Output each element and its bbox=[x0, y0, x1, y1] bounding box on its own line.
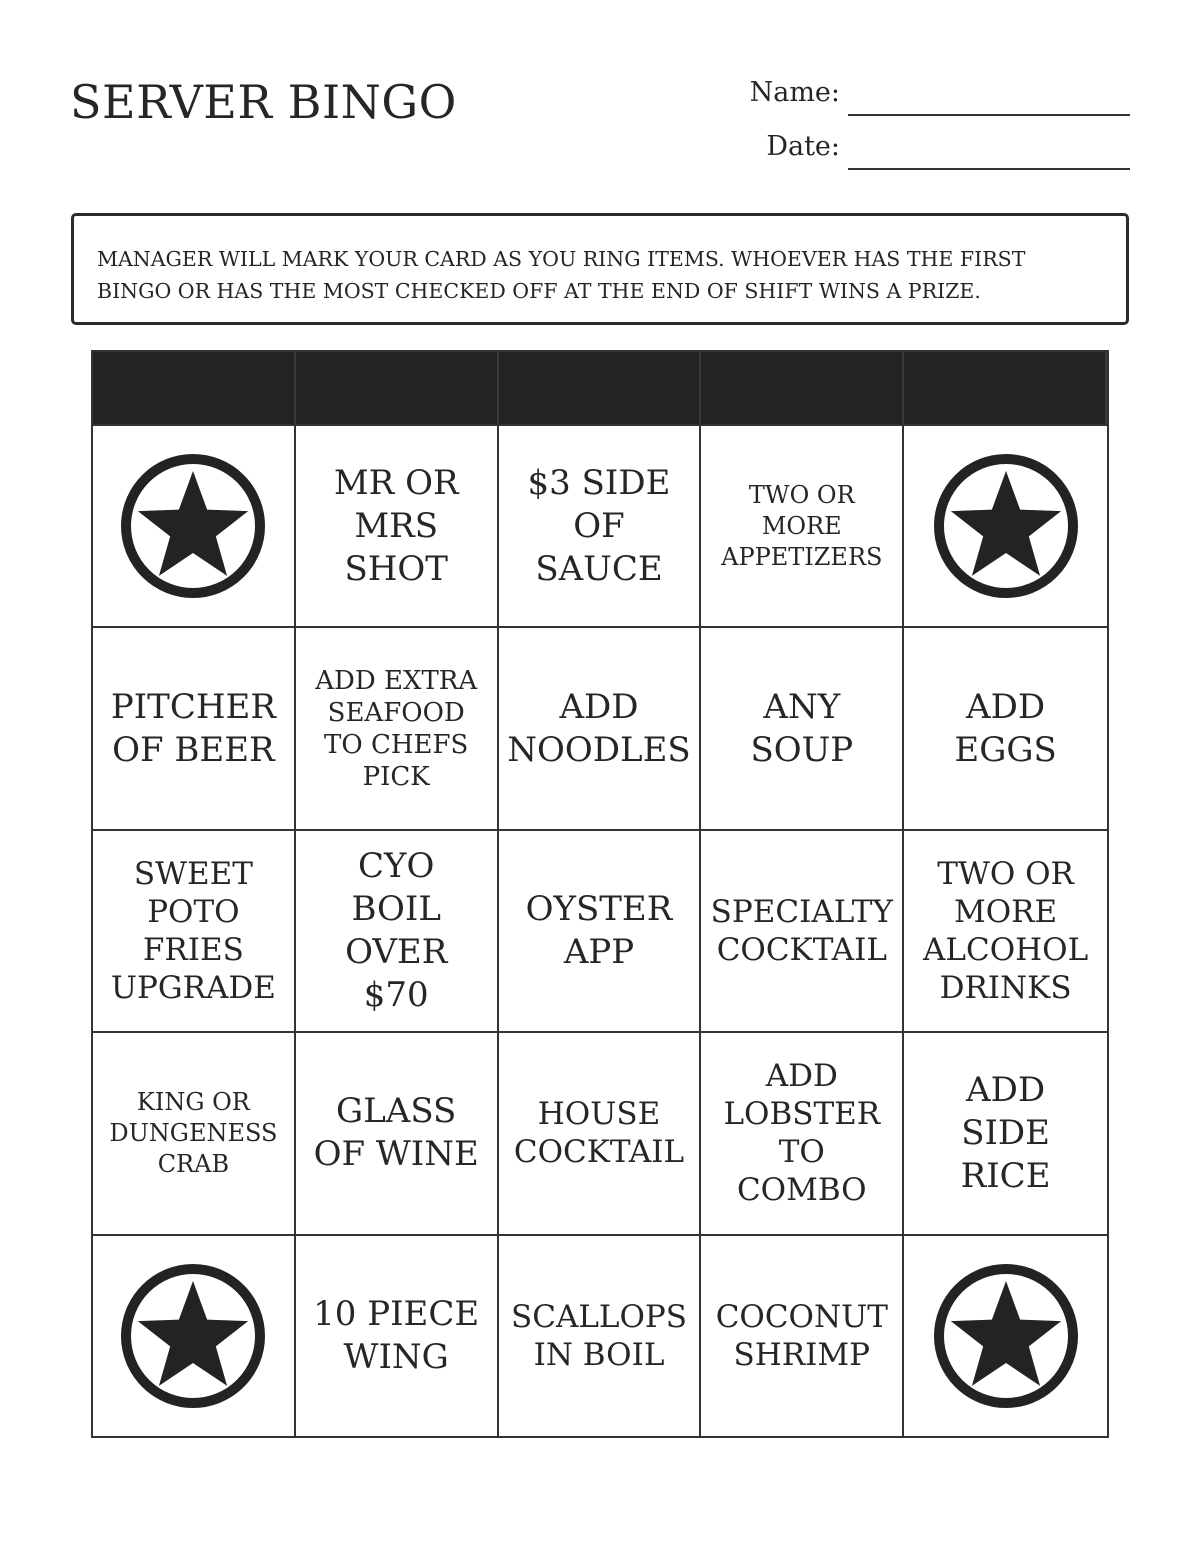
bingo-square-label: COCONUT SHRIMP bbox=[715, 1298, 888, 1373]
star-icon bbox=[932, 1262, 1080, 1410]
bingo-square[interactable] bbox=[701, 1234, 904, 1436]
name-field-row bbox=[700, 76, 1130, 116]
name-write-line[interactable] bbox=[848, 114, 1130, 116]
bingo-square[interactable] bbox=[701, 626, 904, 828]
bingo-square[interactable] bbox=[499, 626, 702, 828]
bingo-square-label: CYO BOIL OVER $70 bbox=[345, 845, 448, 1015]
date-write-line[interactable] bbox=[848, 168, 1130, 170]
bingo-square-label: ANY SOUP bbox=[750, 686, 854, 770]
bingo-square-label: TWO OR MORE ALCOHOL DRINKS bbox=[923, 855, 1089, 1006]
free-space-cell[interactable] bbox=[93, 424, 296, 626]
bingo-square[interactable] bbox=[499, 1031, 702, 1233]
bingo-square[interactable] bbox=[499, 829, 702, 1031]
bingo-square[interactable] bbox=[296, 829, 499, 1031]
bingo-square-label: TWO OR MORE APPETIZERS bbox=[721, 480, 883, 571]
bingo-square-label: ADD SIDE RICE bbox=[960, 1069, 1051, 1196]
bingo-square[interactable] bbox=[296, 424, 499, 626]
bingo-board bbox=[91, 350, 1109, 1438]
name-label: Name: bbox=[749, 77, 840, 108]
instructions-box: MANAGER WILL MARK YOUR CARD AS YOU RING ITEMS. WHOEVER HAS THE FIRST BINGO OR HAS THE MOST CHECKED OFF AT THE END OF SHIFT WINS A PRIZE. bbox=[71, 213, 1129, 325]
header-bar-cell bbox=[93, 352, 296, 424]
bingo-square[interactable] bbox=[93, 829, 296, 1031]
bingo-square[interactable] bbox=[904, 626, 1107, 828]
bingo-square[interactable] bbox=[701, 424, 904, 626]
bingo-square-label: SCALLOPS IN BOIL bbox=[510, 1298, 688, 1373]
bingo-square-label: ADD EXTRA SEAFOOD TO CHEFS PICK bbox=[315, 665, 478, 792]
bingo-square-label: ADD LOBSTER TO COMBO bbox=[723, 1058, 881, 1209]
free-space-cell[interactable] bbox=[93, 1234, 296, 1436]
date-label: Date: bbox=[766, 131, 840, 162]
header-bar-cell bbox=[296, 352, 499, 424]
header-bar-cell bbox=[499, 352, 702, 424]
bingo-square[interactable] bbox=[296, 1031, 499, 1233]
bingo-square[interactable] bbox=[296, 1234, 499, 1436]
header-bar-cell bbox=[904, 352, 1107, 424]
star-icon bbox=[119, 452, 267, 600]
free-space-cell[interactable] bbox=[904, 1234, 1107, 1436]
bingo-square[interactable] bbox=[499, 424, 702, 626]
bingo-square-label: ADD NOODLES bbox=[507, 686, 691, 770]
bingo-square[interactable] bbox=[499, 1234, 702, 1436]
bingo-square-label: $3 SIDE OF SAUCE bbox=[527, 462, 671, 589]
bingo-square-label: 10 PIECE WING bbox=[313, 1293, 480, 1377]
date-field-row bbox=[700, 130, 1130, 170]
bingo-square-label: PITCHER OF BEER bbox=[110, 686, 276, 770]
bingo-square[interactable] bbox=[701, 829, 904, 1031]
bingo-square-label: GLASS OF WINE bbox=[313, 1091, 479, 1175]
bingo-square[interactable] bbox=[93, 626, 296, 828]
bingo-square-label: MR OR MRS SHOT bbox=[333, 462, 459, 589]
star-icon bbox=[932, 452, 1080, 600]
bingo-square[interactable] bbox=[93, 1031, 296, 1233]
bingo-square[interactable] bbox=[904, 1031, 1107, 1233]
header-bar-cell bbox=[701, 352, 904, 424]
bingo-square-label: KING OR DUNGENESS CRAB bbox=[109, 1087, 278, 1178]
bingo-square-label: OYSTER APP bbox=[525, 888, 673, 972]
bingo-square[interactable] bbox=[296, 626, 499, 828]
bingo-square-label: HOUSE COCKTAIL bbox=[513, 1096, 685, 1171]
star-icon bbox=[119, 1262, 267, 1410]
page-title: SERVER BINGO bbox=[70, 75, 457, 129]
bingo-square[interactable] bbox=[701, 1031, 904, 1233]
bingo-square-label: ADD EGGS bbox=[954, 686, 1057, 770]
bingo-square-label: SWEET POTO FRIES UPGRADE bbox=[110, 855, 276, 1006]
bingo-square[interactable] bbox=[904, 829, 1107, 1031]
free-space-cell[interactable] bbox=[904, 424, 1107, 626]
bingo-square-label: SPECIALTY COCKTAIL bbox=[710, 893, 893, 968]
